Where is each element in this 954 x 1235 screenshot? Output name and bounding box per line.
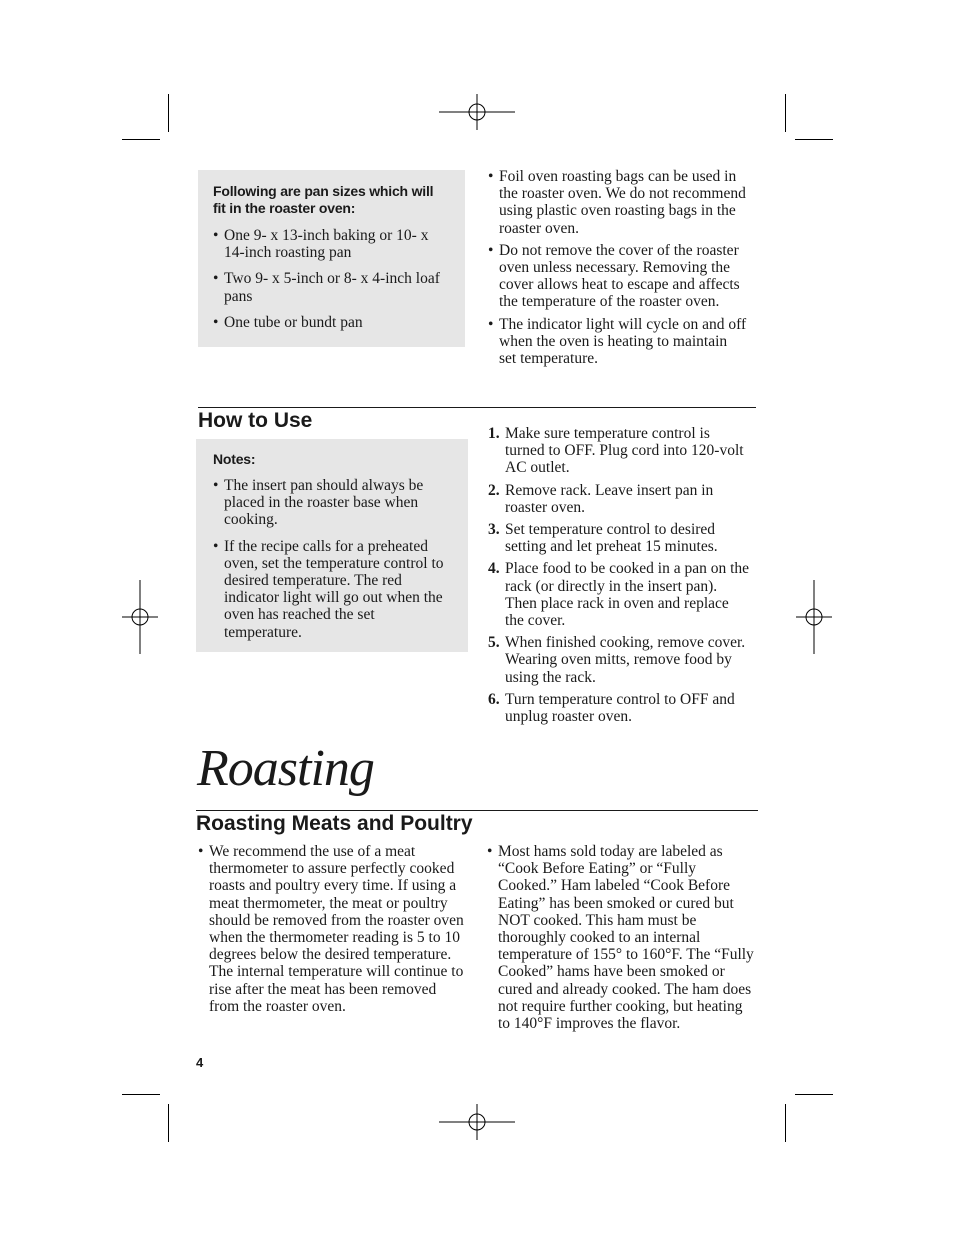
- registration-mark-top: [439, 94, 515, 130]
- list-item: [488, 691, 750, 725]
- list-item: • The indicator light will cycle on and off when the oven is heating to maintain set temperature.: [488, 316, 748, 368]
- notes-list: [213, 477, 453, 641]
- step-text: When finished cooking, remove cover. Wearing oven mitts, remove food by using the rack.: [505, 634, 746, 686]
- how-to-use-steps: [488, 425, 750, 730]
- list-item: [488, 634, 750, 686]
- step-number: 1.: [488, 425, 500, 442]
- step-text: Place food to be cooked in a pan on the rack (or directly in the insert pan). Then place rack in oven and replace the cover.: [505, 560, 750, 630]
- list-item: • If the recipe calls for a preheated oven, set the temperature control to desired temperature. The red indicator light will go out when the oven has reached the set temperature.: [213, 538, 453, 641]
- pan-sizes-heading: Following are pan sizes which will fit in the roaster oven:: [213, 183, 434, 216]
- list-item: [488, 521, 750, 555]
- crop-mark: [785, 94, 786, 132]
- step-number: 3.: [488, 521, 500, 539]
- crop-mark: [168, 1104, 169, 1142]
- crop-mark: [785, 1104, 786, 1142]
- section-rule: [198, 407, 756, 408]
- list-item: • We recommend the use of a meat thermometer to assure perfectly cooked roasts and poultry every time. If using a meat thermometer, the meat or poultry should be removed from the roaster oven when the thermometer reading is 5 to 10 degrees below the desired temperature. The internal temperature will continue to rise after the meat has been removed from the roaster oven.: [198, 843, 468, 1015]
- list-item: • Foil oven roasting bags can be used in the roaster oven. We do not recommend using plastic oven roasting bags in the roaster oven.: [488, 168, 748, 237]
- list-item: [488, 425, 750, 477]
- crop-mark: [122, 1094, 160, 1095]
- roasting-subtitle: Roasting Meats and Poultry: [196, 812, 473, 835]
- crop-mark: [795, 1094, 833, 1095]
- step-text: Set temperature control to desired setting and let preheat 15 minutes.: [505, 521, 718, 556]
- step-text: Make sure temperature control is turned to OFF. Plug cord into 120-volt AC outlet.: [505, 425, 744, 477]
- page-number: 4: [196, 1055, 204, 1070]
- list-item: [488, 482, 750, 516]
- registration-mark-bottom: [439, 1104, 515, 1140]
- roasting-left-column: [198, 843, 468, 1015]
- how-to-use-title: How to Use: [198, 409, 313, 432]
- roasting-right-column: [487, 843, 757, 1032]
- list-item: • The insert pan should always be placed in the roaster base when cooking.: [213, 477, 453, 529]
- list-item: [488, 560, 750, 629]
- list-item: • One tube or bundt pan: [213, 314, 445, 331]
- list-item: • Two 9- x 5-inch or 8- x 4-inch loaf pans: [213, 270, 445, 304]
- crop-mark: [168, 94, 169, 132]
- list-item: • One 9- x 13-inch baking or 10- x 14-inch roasting pan: [213, 227, 445, 261]
- step-number: 6.: [488, 690, 500, 708]
- step-number: 4.: [488, 560, 500, 578]
- notes-heading: Notes:: [213, 451, 256, 467]
- step-number: 5.: [488, 634, 500, 652]
- notes-box: [196, 439, 468, 652]
- list-item: • Do not remove the cover of the roaster oven unless necessary. Removing the cover allows heat to escape and affects the temperature of the roaster oven.: [488, 242, 748, 311]
- registration-mark-right: [796, 580, 832, 654]
- step-text: Turn temperature control to OFF and unplug roaster oven.: [505, 690, 735, 726]
- section-rule: [196, 810, 758, 811]
- step-number: 2.: [488, 481, 500, 499]
- crop-mark: [122, 139, 160, 140]
- step-text: Remove rack. Leave insert pan in roaster oven.: [505, 481, 714, 516]
- roasting-title: Roasting: [197, 740, 374, 797]
- crop-mark: [795, 139, 833, 140]
- registration-mark-left: [122, 580, 158, 654]
- pan-sizes-box: [198, 170, 465, 347]
- list-item: • Most hams sold today are labeled as “Cook Before Eating” or “Fully Cooked.” Ham labeled “Cook Before Eating” has been smoked or cured but NOT cooked. This ham must be thoroughly cooked to an internal temperature of 155° to 160°F. The “Fully Cooked” hams have been smoked or cured and already cooked. The ham does not require further cooking, but heating to 140°F improves the flavor.: [487, 843, 757, 1032]
- pan-sizes-list: [213, 227, 445, 331]
- roasting-bag-tips: [488, 168, 748, 367]
